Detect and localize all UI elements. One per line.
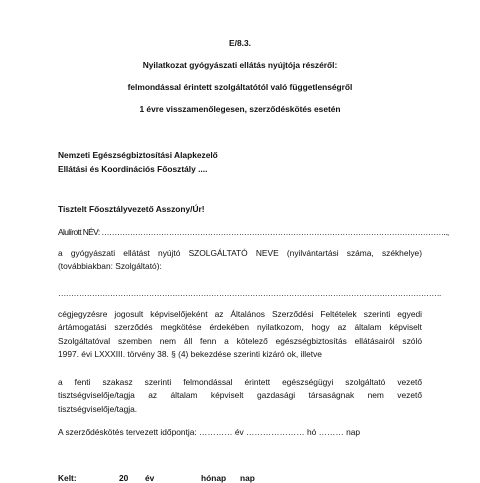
date-year-prefix: 20 [119, 473, 129, 483]
planned-date-line: A szerződéskötés tervezett időpontja: ………… év ………………… hó ……… nap [58, 427, 361, 437]
para1-line-3: Szolgáltatóval szemben nem áll fenn a kötelező egészségbiztosítás ellátásairól szóló [58, 335, 422, 346]
date-year-label: év [145, 473, 155, 483]
undersigned-name-line: Alulírott NÉV: …………………………………………………………………………………………………………………….., [58, 227, 449, 237]
para1-line-1: cégjegyzésre jogosult képviselőjeként az Általános Szerződési Feltételek szerinti egyedi [58, 309, 422, 319]
para1-line-2: ártámogatási szerződés megkötése érdekében nyilatkozom, hogy az általam képviselt [58, 322, 422, 333]
date-label: Kelt: [58, 473, 77, 483]
salutation: Tisztelt Főosztályvezető Asszony/Úr! [58, 204, 205, 214]
provider-blank-line: …………………………………………………………………………………………………………………………………. [58, 288, 441, 298]
declaration-paragraph-1 [58, 308, 422, 362]
para2-line-2: tisztségviselője/tagja az általam képviselt gazdasági társaságnak nem vezető [58, 390, 422, 401]
addressee-line-1: Nemzeti Egészségbiztosítási Alapkezelő [58, 150, 218, 160]
document-code: E/8.3. [229, 38, 251, 48]
provider-line-2: (továbbiakban: Szolgáltató): [58, 261, 162, 272]
title-line-2: felmondással érintett szolgáltatótól való függetlenségről [127, 82, 353, 92]
para2-line-1: a fenti szakasz szerinti felmondással érintett egészségügyi szolgáltató vezető [58, 377, 422, 387]
addressee-line-2: Ellátási és Koordinációs Főosztály .... [58, 164, 208, 174]
date-month-label: hónap [201, 473, 227, 483]
provider-line-1: a gyógyászati ellátást nyújtó SZOLGÁLTATÓ NEVE (nyilvántartási száma, székhelye) [58, 248, 422, 258]
date-day-label: nap [240, 473, 255, 483]
provider-paragraph [58, 247, 422, 274]
title-line-3: 1 évre visszamenőlegesen, szerződéskötés esetén [139, 104, 341, 114]
para1-line-4: 1997. évi LXXXIII. törvény 38. § (4) bekezdése szerinti kizáró ok, illetve [58, 349, 322, 360]
declaration-paragraph-2 [58, 376, 422, 416]
para2-line-3: tisztségviselője/tagja. [58, 403, 138, 414]
title-line-1: Nyilatkozat gyógyászati ellátás nyújtója részéről: [142, 60, 338, 70]
